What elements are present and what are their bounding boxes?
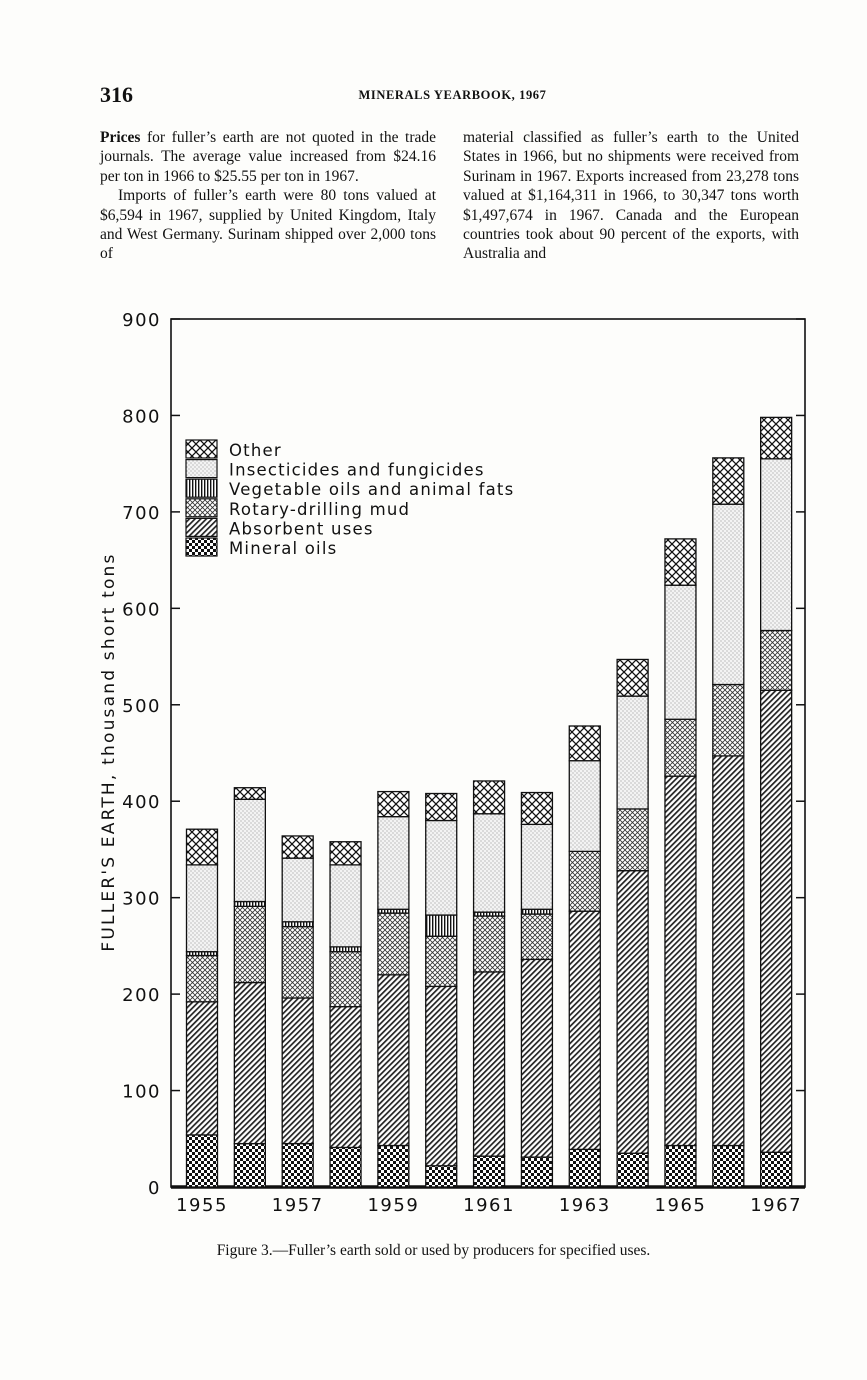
bar-segment-other-1964 [617,659,648,696]
bar-segment-mineral-oils-1958 [330,1147,361,1187]
bar-stack-1955 [187,829,218,1187]
bar-segment-insecticides-and-fungicides-1963 [569,761,600,852]
bar-segment-other-1960 [426,794,457,821]
bar-segment-other-1957 [282,836,313,858]
legend-swatch [186,518,217,536]
x-tick-label: 1959 [367,1195,420,1216]
legend-swatch [186,460,217,478]
bar-stack-1966 [713,458,744,1187]
bar-stack-1958 [330,842,361,1187]
bar-segment-absorbent-uses-1964 [617,871,648,1154]
bar-segment-mineral-oils-1957 [282,1144,313,1187]
bar-segment-other-1958 [330,842,361,865]
figure-caption: Figure 3.—Fuller’s earth sold or used by producers for specified uses. [216,1242,651,1259]
bar-segment-absorbent-uses-1962 [521,959,552,1157]
bar-segment-vegetable-oils-and-animal-fats-1960 [426,915,457,936]
bar-segment-rotary-drilling-mud-1964 [617,809,648,871]
bar-segment-absorbent-uses-1967 [761,690,792,1152]
page-number: 316 [100,82,133,107]
bar-segment-rotary-drilling-mud-1960 [426,936,457,986]
x-tick-label: 1957 [271,1195,324,1216]
bar-segment-rotary-drilling-mud-1967 [761,631,792,691]
legend-label: Rotary-drilling mud [229,499,411,519]
paragraph-text: for fuller’s earth are not quoted in the trade journals. The average value increased from $24.16 per ton in 1966 to $25.55 per ton in 1967. [100,129,436,185]
bar-stack-1961 [474,781,505,1187]
bar-segment-vegetable-oils-and-animal-fats-1962 [521,909,552,914]
x-tick-label: 1963 [558,1195,611,1216]
bar-segment-rotary-drilling-mud-1958 [330,952,361,1007]
bar-segment-rotary-drilling-mud-1957 [282,927,313,998]
bar-segment-rotary-drilling-mud-1959 [378,913,409,975]
bar-segment-rotary-drilling-mud-1956 [234,906,265,982]
bar-segment-absorbent-uses-1959 [378,975,409,1146]
bar-segment-mineral-oils-1962 [521,1157,552,1187]
y-axis [122,310,805,1199]
y-tick-label: 300 [122,888,161,910]
bar-stack-1956 [234,788,265,1187]
bar-segment-mineral-oils-1964 [617,1153,648,1187]
bar-segment-mineral-oils-1959 [378,1146,409,1187]
bar-segment-insecticides-and-fungicides-1958 [330,865,361,947]
bar-segment-other-1955 [187,829,218,865]
paragraph-lead: Prices [100,129,141,146]
bar-segment-rotary-drilling-mud-1955 [187,956,218,1002]
bar-segment-mineral-oils-1961 [474,1156,505,1187]
bar-segment-absorbent-uses-1958 [330,1007,361,1148]
bar-segment-absorbent-uses-1955 [187,1002,218,1135]
bar-segment-absorbent-uses-1956 [234,983,265,1144]
bar-segment-other-1959 [378,792,409,817]
paragraph-exports: material classified as fuller’s earth to the United States in 1966, but no shipments were received from Surinam in 1967. Exports increased from 23,278 tons valued at $1,164,311 in 1966, to 30,347 tons worth $1,497,674 in 1967. Canada and the European countries took about 90 percent of the exports, with Australia and [463,129,799,263]
y-tick-label: 400 [122,792,161,814]
bar-segment-mineral-oils-1965 [665,1146,696,1187]
bar-segment-other-1967 [761,417,792,458]
bar-segment-absorbent-uses-1965 [665,776,696,1145]
bar-segment-insecticides-and-fungicides-1961 [474,814,505,912]
bar-segment-insecticides-and-fungicides-1967 [761,459,792,631]
x-tick-label: 1961 [463,1195,515,1216]
bar-segment-absorbent-uses-1957 [282,998,313,1144]
legend-swatch [186,499,217,517]
bar-stack-1965 [665,539,696,1187]
bar-segment-mineral-oils-1960 [426,1166,457,1187]
legend-swatch [186,538,217,556]
bar-segment-other-1961 [474,781,505,814]
bar-segment-other-1965 [665,539,696,585]
y-tick-label: 500 [122,695,161,717]
legend-label: Vegetable oils and animal fats [229,480,515,500]
running-title: MINERALS YEARBOOK, 1967 [358,88,547,102]
bar-stack-1959 [378,792,409,1187]
legend-swatch [186,440,217,458]
bar-segment-insecticides-and-fungicides-1962 [521,824,552,909]
bar-segment-other-1966 [713,458,744,504]
bar-segment-vegetable-oils-and-animal-fats-1956 [234,902,265,907]
bar-segment-rotary-drilling-mud-1962 [521,914,552,959]
bar-segment-insecticides-and-fungicides-1960 [426,821,457,916]
x-tick-label: 1955 [176,1195,228,1216]
legend-swatch [186,479,217,497]
bar-stack-1964 [617,659,648,1187]
bar-stack-1963 [569,726,600,1187]
bar-segment-vegetable-oils-and-animal-fats-1958 [330,947,361,952]
bar-segment-insecticides-and-fungicides-1964 [617,696,648,809]
bar-segment-absorbent-uses-1961 [474,972,505,1156]
x-tick-label: 1965 [654,1195,707,1216]
bar-segment-insecticides-and-fungicides-1957 [282,858,313,922]
paragraph-imports: Imports of fuller’s earth were 80 tons valued at $6,594 in 1967, supplied by United Kingdom, Italy and West Germany. Surinam shipped over 2,000 tons of [100,187,436,263]
bar-segment-mineral-oils-1955 [187,1135,218,1187]
bar-segment-other-1962 [521,793,552,825]
y-tick-label: 800 [122,406,161,428]
bar-stack-1967 [761,417,792,1187]
bar-segment-mineral-oils-1963 [569,1149,600,1187]
legend-label: Insecticides and fungicides [229,460,485,480]
bar-stack-1960 [426,794,457,1187]
bar-segment-absorbent-uses-1963 [569,911,600,1149]
bar-segment-absorbent-uses-1960 [426,986,457,1165]
bar-segment-mineral-oils-1967 [761,1152,792,1187]
bar-segment-rotary-drilling-mud-1961 [474,916,505,972]
legend-label: Absorbent uses [229,519,374,539]
y-tick-label: 0 [148,1178,161,1199]
bar-segment-other-1956 [234,788,265,800]
bar-segment-vegetable-oils-and-animal-fats-1957 [282,922,313,927]
x-tick-label: 1967 [750,1195,803,1216]
bar-segment-insecticides-and-fungicides-1965 [665,585,696,719]
bar-segment-insecticides-and-fungicides-1955 [187,865,218,952]
y-tick-label: 600 [122,599,161,621]
bar-segment-insecticides-and-fungicides-1959 [378,817,409,910]
bar-segment-rotary-drilling-mud-1963 [569,851,600,911]
bar-segment-mineral-oils-1956 [234,1144,265,1187]
y-tick-label: 200 [122,985,161,1007]
y-axis-title: FULLER'S EARTH, thousand short tons [99,552,119,952]
legend-label: Mineral oils [229,539,338,558]
bar-segment-absorbent-uses-1966 [713,756,744,1146]
bar-segment-mineral-oils-1966 [713,1146,744,1187]
y-tick-label: 900 [122,310,161,331]
bar-stack-1957 [282,836,313,1187]
bar-stack-1962 [521,793,552,1187]
y-tick-label: 700 [122,502,161,524]
bar-segment-other-1963 [569,726,600,761]
bar-segment-insecticides-and-fungicides-1966 [713,504,744,684]
bar-segment-rotary-drilling-mud-1966 [713,685,744,756]
bar-segment-rotary-drilling-mud-1965 [665,719,696,776]
legend [186,440,514,558]
legend-label: Other [229,441,282,460]
bar-segment-insecticides-and-fungicides-1956 [234,799,265,901]
x-axis [176,1195,802,1216]
y-tick-label: 100 [122,1081,161,1103]
